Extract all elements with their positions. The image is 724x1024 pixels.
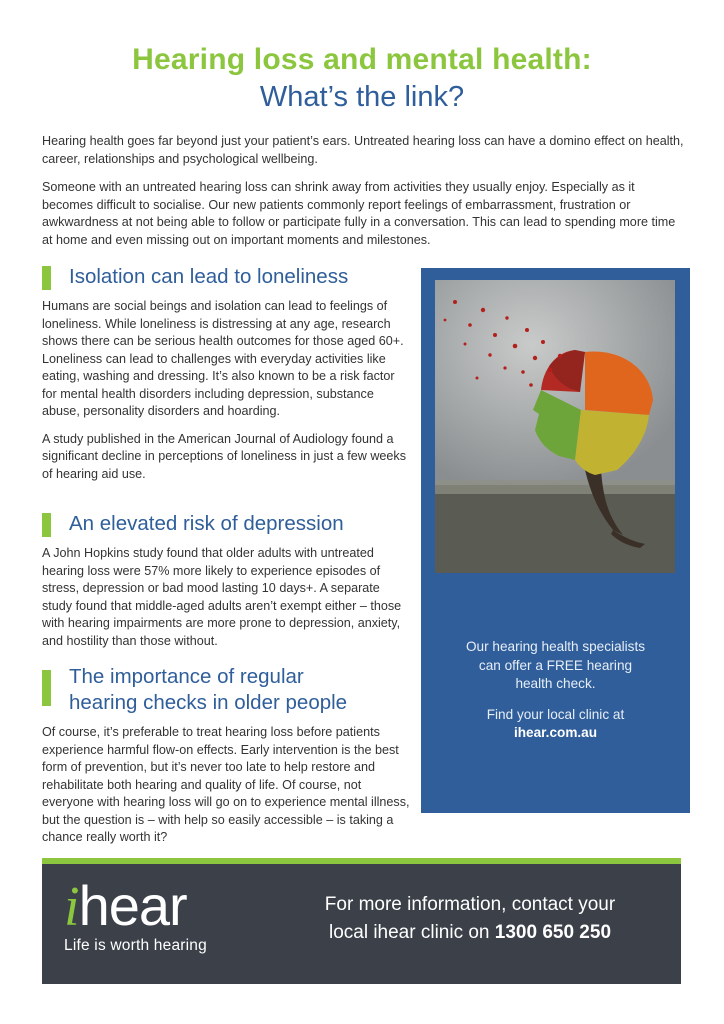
sidebar-text — [421, 638, 690, 743]
contact-line-1: For more information, contact your — [324, 894, 616, 915]
sidebar-callout — [421, 268, 690, 813]
page-title — [0, 42, 724, 114]
website-link[interactable]: ihear.com.au — [513, 725, 598, 740]
intro-paragraph-2: Someone with an untreated hearing loss can shrink away from activities they usually enjoy. Especially as it becomes difficult to socialise. Our new patients commonly report feelings of embarrassment, frustration or awkwardness at not being able to follow or participate fully in a conversation. This can lead to spending more time at home and even missing out on important moments and milestones. — [42, 180, 676, 247]
heading-accent-bar — [42, 513, 51, 537]
tree-head-illustration — [435, 280, 675, 573]
section-paragraph: A John Hopkins study found that older adults with untreated hearing loss were 57% more likely to experience episodes of stress, depression or bad mood lasting 10 days+. A separate study found that middle-aged adults aren’t exempt either – those with hearing impairments are more prone to depression, anxiety, and hostility than those without. — [42, 546, 402, 648]
section-paragraph: Humans are social beings and isolation can lead to feelings of loneliness. While loneliness is distressing at any age, research shows there can be serious health outcomes for those aged 60+. Loneliness can lead to challenges with everyday activities like eating, washing and dressing. It’s also known to be a risk factor for mental health disorders including depression, substance abuse, personality disorders and hoarding. — [42, 299, 404, 418]
section-heading-isolation: Isolation can lead to loneliness — [42, 264, 412, 290]
offer-line-2: can offer a FREE hearing — [478, 657, 633, 673]
section-paragraph: A study published in the American Journal of Audiology found a significant decline in perceptions of loneliness in just a few weeks of hearing aid use. — [42, 431, 407, 481]
footer — [42, 864, 681, 984]
tree-head-image — [435, 280, 675, 573]
section-isolation — [42, 264, 412, 493]
section-depression — [42, 511, 412, 660]
section-paragraph: Of course, it’s preferable to treat hearing loss before patients experience harmful flow-on effects. Early intervention is the best form of prevention, but it’s never too late to help restore and rehabilitate both hearing and quality of life. Of course, not everyone with hearing loss will go on to experience mental illness, but the question is – with help so easily accessible – is taking a chance really worth it? — [42, 725, 410, 844]
ihear-logo — [64, 876, 264, 976]
heading-accent-bar — [42, 266, 51, 290]
phone-number[interactable]: 1300 650 250 — [494, 922, 612, 943]
title-line-2: What’s the link? — [259, 81, 465, 113]
intro-paragraph-1: Hearing health goes far beyond just your patient’s ears. Untreated hearing loss can have a domino effect on health, career, relationships and psychological wellbeing. — [42, 134, 684, 166]
find-clinic-line: Find your local clinic at — [486, 706, 625, 722]
contact-line-2: local ihear clinic on 1300 650 250 — [328, 922, 612, 943]
section-hearing-checks — [42, 664, 412, 857]
section-heading-hearing-checks: The importance of regular hearing checks in older people — [42, 664, 412, 716]
title-line-1: Hearing loss and mental health: — [132, 43, 592, 76]
offer-line-3: health check. — [515, 676, 596, 691]
logo-wordmark: ihear — [64, 874, 187, 938]
logo-tagline: Life is worth hearing — [64, 937, 207, 954]
offer-line-1: Our hearing health specialists — [465, 639, 646, 654]
section-heading-depression: An elevated risk of depression — [42, 511, 412, 537]
heading-accent-bar — [42, 670, 51, 706]
contact-info — [280, 891, 660, 947]
intro — [42, 133, 684, 260]
